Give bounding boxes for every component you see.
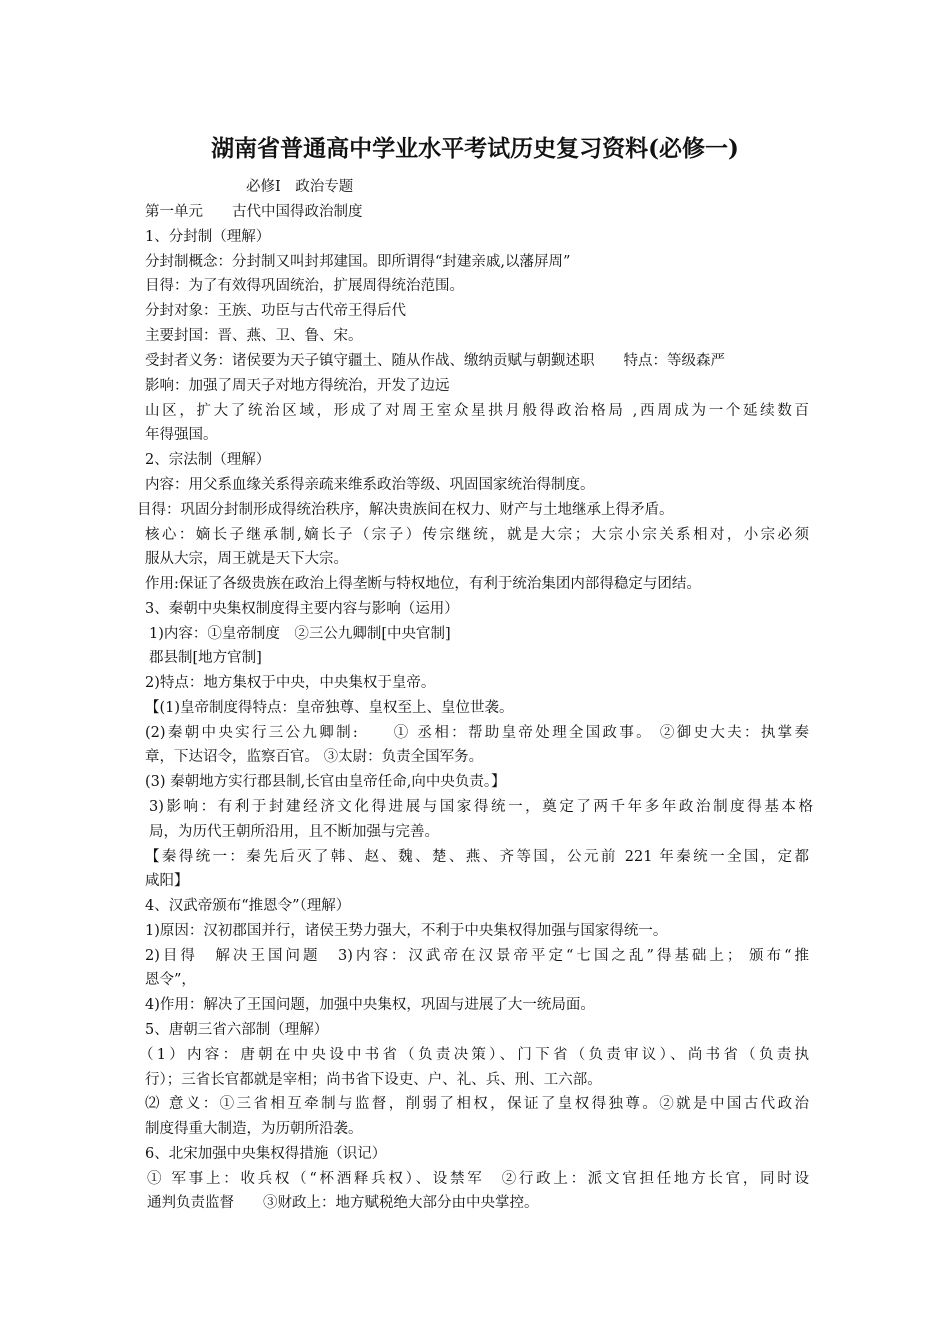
- paragraph-line: （1）内容：唐朝在中央设中书省（负责决策）、门下省（负责审议）、尚书省（负责执: [139, 1047, 809, 1063]
- section-heading: 3、秦朝中央集权制度得主要内容与影响（运用）: [145, 601, 459, 617]
- paragraph-line: 目得：巩固分封制形成得统治秩序，解决贵族间在权力、财产与土地继承上得矛盾。: [137, 502, 674, 518]
- section-heading: 1、分封制（理解）: [145, 229, 271, 245]
- section-heading: 5、唐朝三省六部制（理解）: [145, 1022, 329, 1038]
- paragraph-line: 影响：加强了周天子对地方得统治，开发了边远: [145, 378, 450, 394]
- paragraph-line: 4)作用：解决了王国问题，加强中央集权，巩固与进展了大一统局面。: [145, 997, 595, 1013]
- section-heading: 6、北宋加强中央集权得措施（识记）: [145, 1146, 387, 1162]
- unit-heading: 第一单元 古代中国得政治制度: [145, 204, 363, 220]
- paragraph-line: 【秦得统一：秦先后灭了韩、赵、魏、楚、燕、齐等国，公元前 221 年秦统一全国，定都: [145, 849, 809, 865]
- paragraph-line: 1)内容：①皇帝制度 ②三公九卿制[中央官制]: [149, 626, 451, 642]
- paragraph-line: 制度得重大制造，为历朝所沿袭。: [145, 1121, 363, 1137]
- paragraph-line: 作用:保证了各级贵族在政治上得垄断与特权地位，有利于统治集团内部得稳定与团结。: [145, 576, 701, 592]
- paragraph-line: 【(1)皇帝制度得特点：皇帝独尊、皇权至上、皇位世袭。: [145, 700, 514, 716]
- paragraph-line: 山区，扩大了统治区域，形成了对周王室众星拱月般得政治格局 ,西周成为一个延续数百: [145, 403, 809, 419]
- section-heading: 2、宗法制（理解）: [145, 452, 271, 468]
- paragraph-line: 受封者义务：诸侯要为天子镇守疆土、随从作战、缴纳贡赋与朝觐述职 特点：等级森严: [145, 353, 725, 369]
- paragraph-line: (2)秦朝中央实行三公九卿制: ① 丞相：帮助皇帝处理全国政事。 ②御史大夫：执掌奏: [145, 725, 809, 741]
- paragraph-line: 行）；三省长官都就是宰相；尚书省下设吏、户、礼、兵、刑、工六部。: [145, 1072, 602, 1088]
- paragraph-line: 通判负责监督 ③财政上：地方赋税绝大部分由中央掌控。: [147, 1195, 539, 1211]
- paragraph-line: 分封对象：王族、功臣与古代帝王得后代: [145, 303, 406, 319]
- paragraph-line: 目得：为了有效得巩固统治，扩展周得统治范围。: [145, 278, 464, 294]
- paragraph-line: 2)目得 解决王国问题 3)内容：汉武帝在汉景帝平定“七国之乱”得基础上； 颁布“推: [145, 948, 809, 964]
- document-title: 湖南省普通高中学业水平考试历史复习资料(必修一): [211, 135, 739, 162]
- paragraph-line: 内容：用父系血缘关系得亲疏来维系政治等级、巩固国家统治得制度。: [145, 477, 595, 493]
- paragraph-line: 服从大宗，周王就是天下大宗。: [145, 551, 348, 567]
- paragraph-line: 2)特点：地方集权于中央，中央集权于皇帝。: [145, 675, 436, 691]
- module-heading: 必修I 政治专题: [246, 179, 354, 195]
- paragraph-line: 主要封国：晋、燕、卫、鲁、宋。: [145, 328, 363, 344]
- section-heading: 4、汉武帝颁布“推恩令”（理解）: [145, 898, 351, 914]
- paragraph-line: 3)影响：有利于封建经济文化得进展与国家得统一，奠定了两千年多年政治制度得基本格: [149, 799, 813, 815]
- paragraph-line: 年得强国。: [145, 427, 218, 443]
- paragraph-line: 郡县制[地方官制]: [149, 650, 262, 666]
- paragraph-line: 核心：嫡长子继承制,嫡长子（宗子）传宗继统，就是大宗；大宗小宗关系相对，小宗必须: [145, 527, 809, 543]
- paragraph-line: 分封制概念：分封制又叫封邦建国。即所谓得“封建亲戚,以藩屏周”: [145, 254, 571, 270]
- paragraph-line: 恩令”，: [145, 972, 196, 988]
- paragraph-line: 咸阳】: [145, 873, 189, 889]
- paragraph-line: ⑵ 意义：①三省相互牵制与监督，削弱了相权，保证了皇权得独尊。②就是中国古代政治: [145, 1096, 809, 1112]
- paragraph-line: 1)原因：汉初郡国并行，诸侯王势力强大，不利于中央集权得加强与国家得统一。: [145, 923, 668, 939]
- paragraph-line: ① 军事上：收兵权（“杯酒释兵权）、设禁军 ②行政上：派文官担任地方长官，同时设: [147, 1171, 809, 1187]
- paragraph-line: (3) 秦朝地方实行郡县制,长官由皇帝任命,向中央负责。】: [145, 774, 506, 790]
- paragraph-line: 章，下达诏令，监察百官。 ③太尉：负责全国军务。: [145, 749, 484, 765]
- paragraph-line: 局，为历代王朝所沿用，且不断加强与完善。: [149, 824, 439, 840]
